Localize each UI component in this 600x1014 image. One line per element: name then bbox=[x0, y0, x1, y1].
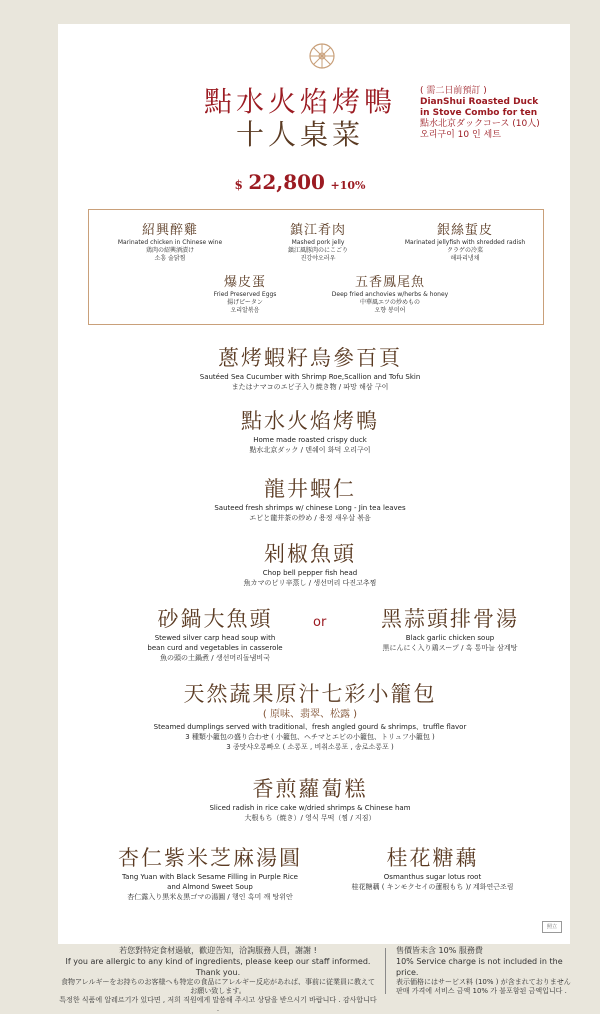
dish-en: Sauteed fresh shrimps w/ chinese Long - Jin tea leaves bbox=[214, 504, 406, 512]
cold-dish-ja: 鎮江風豚肉のにこごり bbox=[287, 247, 348, 254]
allergy-ko: 특정한 식품에 알레르기가 있다면 , 저희 직원에게 말씀해 주시고 상담을 받으시기 바랍니다 . 감사합니다 . bbox=[59, 996, 377, 1013]
cold-dish bbox=[248, 222, 388, 263]
dish bbox=[150, 475, 470, 523]
dish-en: Stewed silver carp head soup with bbox=[154, 634, 276, 642]
cold-dish-zh: 銀絲蜇皮 bbox=[436, 223, 493, 238]
dish-en: Osmanthus sugar lotus root bbox=[383, 873, 482, 881]
allergy-zh: 若您對特定食材過敏，歡迎告知，洽詢服務人員，謝謝 ! bbox=[119, 946, 317, 955]
service-en: 10% Service charge is not included in the price. bbox=[396, 957, 563, 977]
dish-ja-ko: 黒にんにく入り鶏スープ / 흑 통마늘 삼계탕 bbox=[382, 644, 518, 652]
price-surcharge: +10% bbox=[330, 179, 366, 192]
service-ko: 판매 가격에 서비스 금액 10% 가 불포함된 금액입니다 . bbox=[396, 987, 567, 995]
dish-en: Tang Yuan with Black Sesame Filling in Purple Rice bbox=[122, 873, 298, 881]
stamp-label: 照立 bbox=[542, 921, 562, 933]
cold-dish bbox=[395, 222, 535, 263]
dish bbox=[150, 407, 470, 455]
preorder-note: ( 需二日前預訂 ) bbox=[420, 86, 487, 96]
cold-dish-ja: 中華風エツの炒めもの bbox=[359, 299, 420, 306]
title-en-1: DianShui Roasted Duck bbox=[420, 97, 539, 107]
dish-zh: 點水火焰烤鴨 bbox=[241, 409, 379, 433]
cold-dish bbox=[320, 274, 460, 315]
cold-dish-zh: 鎮江肴肉 bbox=[289, 223, 346, 238]
dish-zh: 蔥烤蝦籽烏參百頁 bbox=[218, 346, 402, 370]
dish-ja-ko: 杏仁露入り黒米＆黒ゴマの湯圓 / 행인 흑미 깨 탕위안 bbox=[127, 893, 293, 901]
dish-zh: 杏仁紫米芝麻湯圓 bbox=[118, 846, 302, 870]
cold-dish-ko: 진강야오러우 bbox=[300, 255, 336, 262]
cold-dish-ko: 오향 봉미어 bbox=[374, 307, 406, 314]
dish-en: Black garlic chicken soup bbox=[405, 634, 495, 642]
dish-zh: 砂鍋大魚頭 bbox=[157, 607, 273, 631]
dish-zh: 香煎蘿蔔糕 bbox=[252, 777, 368, 801]
cold-dish-ko: 해파리냉채 bbox=[450, 255, 480, 262]
dish-ja-ko: 魚の頭の土鍋煮 / 생선머리돌냄비국 bbox=[160, 654, 270, 662]
dish-en-2: bean curd and vegetables in casserole bbox=[147, 644, 283, 652]
footer-divider bbox=[385, 948, 386, 994]
cold-dish-ja: 揚げピータン bbox=[227, 299, 263, 306]
title-side-info bbox=[420, 86, 570, 141]
dish bbox=[100, 680, 520, 752]
cold-dish-zh: 紹興醉雞 bbox=[141, 223, 198, 238]
cold-dish bbox=[100, 222, 240, 263]
dish-zh: 剁椒魚頭 bbox=[264, 542, 356, 566]
cold-dish-en: Fried Preserved Eggs bbox=[213, 291, 277, 298]
dish bbox=[95, 844, 325, 902]
dish-en: Steamed dumplings served with traditional、fresh angled gourd & shrimps、truffle flavor bbox=[153, 723, 467, 731]
wheel-logo-icon bbox=[309, 43, 335, 69]
cold-dish-zh: 爆皮蛋 bbox=[223, 275, 266, 290]
menu-title: 點水火焰烤鴨 bbox=[203, 85, 396, 118]
cold-dish bbox=[175, 274, 315, 315]
dish bbox=[345, 605, 555, 653]
dish-en-2: and Almond Sweet Soup bbox=[167, 883, 253, 891]
dish-zh: 桂花糖藕 bbox=[386, 846, 479, 870]
service-zh: 售價皆未含 10% 服務費 bbox=[396, 946, 483, 955]
cold-dish-ko: 오리알볶음 bbox=[230, 307, 260, 314]
dish-ko: 3 종맛샤오롱빠오 ( 소롱포 , 비취소롱포 , 송로소롱포 ) bbox=[226, 743, 394, 751]
price-amount: 22,800 bbox=[248, 170, 325, 194]
price bbox=[200, 170, 400, 194]
dish-en: Sautéed Sea Cucumber with Shrimp Roe,Scallion and Tofu Skin bbox=[199, 373, 421, 381]
dish bbox=[120, 605, 310, 663]
service-ja: 表示価格にはサービス料 (10% ) が含まれておりません bbox=[396, 978, 571, 986]
cold-dish-en: Marinated jellyfish with shredded radish bbox=[404, 239, 526, 246]
title-en-2: in Stove Combo for ten bbox=[420, 108, 538, 118]
cold-dish-en: Mashed pork jelly bbox=[291, 239, 345, 246]
dish-en: Home made roasted crispy duck bbox=[253, 436, 367, 444]
dish-ja: 3 種類小籠包の盛り合わせ ( 小籠包、ヘチマとエビの小籠包、トリュフ小籠包 ) bbox=[185, 733, 435, 741]
dish bbox=[330, 844, 535, 892]
allergy-ja: 食物アレルギーをお持ちのお客様へも特定の食品にアレルギー反応があれば、事前に従業員に教えてお願い致します。 bbox=[60, 978, 376, 995]
allergy-en: If you are allergic to any kind of ingredients, please keep our staff informed. Thank you. bbox=[65, 957, 371, 977]
title-ja: 點水北京ダックコース (10人) bbox=[420, 119, 540, 129]
price-currency: $ bbox=[234, 178, 243, 192]
cold-dish-ja: 鶏肉の紹興酒漬け bbox=[145, 247, 194, 254]
dish bbox=[150, 775, 470, 823]
service-charge-notice bbox=[396, 945, 586, 996]
cold-dish-zh: 五香鳳尾魚 bbox=[354, 275, 425, 290]
cold-dish-en: Marinated chicken in Chinese wine bbox=[117, 239, 223, 246]
cold-dish-en: Deep fried anchovies w/herbs & honey bbox=[331, 291, 449, 298]
dish-zh: 天然蔬果原汁七彩小籠包 bbox=[183, 682, 437, 706]
allergy-notice bbox=[58, 945, 378, 1014]
dish-en: Sliced radish in rice cake w/dried shrimps & Chinese ham bbox=[209, 804, 411, 812]
cold-dish-ja: クラゲの冷菜 bbox=[446, 247, 483, 254]
dish-ja-ko: 魚カマのピリ辛蒸し / 생선머리 다진고추찜 bbox=[243, 579, 377, 587]
dish-ja-ko: またはナマコのエビ子入り焼き物 / 파망 해삼 구이 bbox=[231, 383, 389, 391]
dish-zh: 黑蒜頭排骨湯 bbox=[381, 607, 519, 631]
dish bbox=[150, 344, 470, 392]
menu-subtitle: 十人桌菜 bbox=[235, 118, 364, 151]
dish-flavors: ( 原味、翡翠、松露 ) bbox=[262, 709, 358, 720]
dish-en: Chop bell pepper fish head bbox=[262, 569, 358, 577]
title-ko: 오리구이 10 인 세트 bbox=[420, 130, 501, 140]
dish-ja-ko: 點水北京ダック / 덴쉐이 화덕 오리구이 bbox=[249, 446, 371, 454]
or-label: or bbox=[313, 615, 327, 630]
dish-zh: 龍井蝦仁 bbox=[264, 477, 356, 501]
cold-dish-ko: 소흥 술닭찜 bbox=[154, 255, 186, 262]
dish bbox=[150, 540, 470, 588]
dish-ja-ko: 大根もち（焼き）/ 영식 무떡（찜 / 지짐） bbox=[244, 814, 376, 822]
dish-ja-ko: 桂花糖藕 ( キンモクセイの蓮根もち )/ 계화연근조림 bbox=[351, 883, 514, 891]
dish-ja-ko: エビと龍井茶の炒め / 용정 새우살 볶음 bbox=[249, 514, 371, 522]
